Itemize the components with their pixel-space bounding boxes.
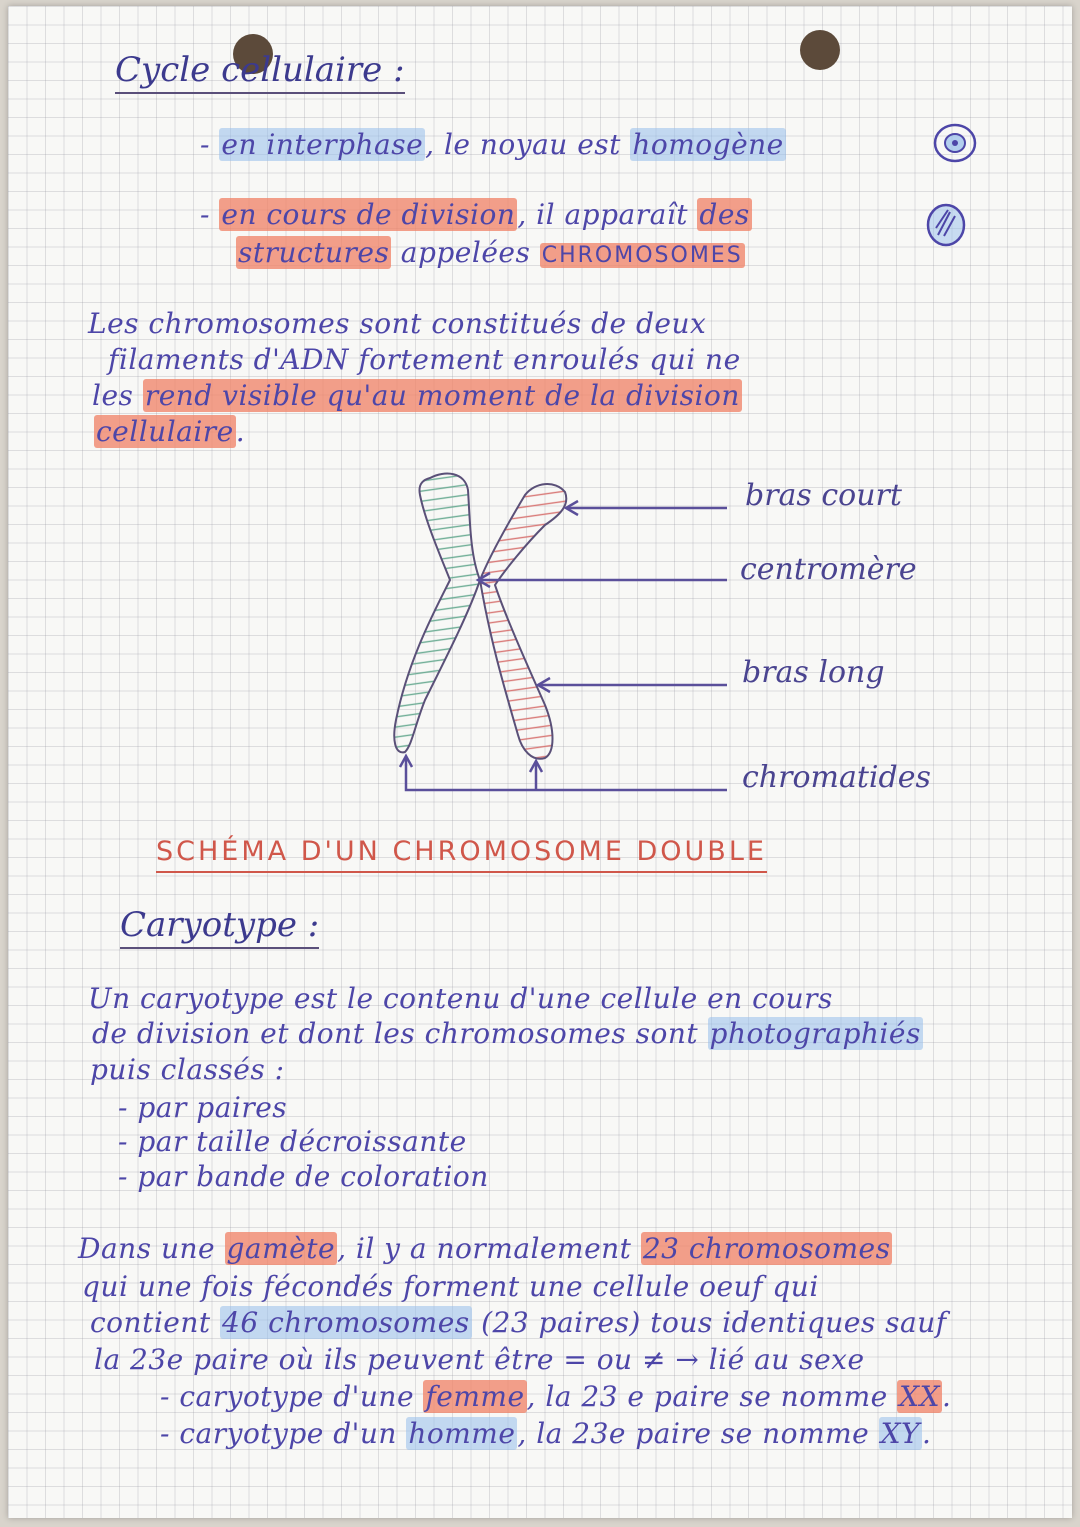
text: appelées bbox=[400, 236, 531, 269]
text: . bbox=[235, 415, 246, 448]
diagram-caption: SCHÉMA D'UN CHROMOSOME DOUBLE bbox=[156, 836, 767, 873]
term-femme: femme bbox=[425, 1380, 525, 1413]
term-homogene: homogène bbox=[632, 128, 784, 161]
term-xx: XX bbox=[899, 1380, 941, 1413]
term-structures: structures bbox=[238, 236, 390, 269]
para2-line1: Un caryotype est le contenu d'une cellule en cours bbox=[88, 982, 833, 1015]
text: (23 paires) tous identiques sauf bbox=[481, 1306, 947, 1339]
label-bras-court: bras court bbox=[745, 478, 902, 513]
text: . bbox=[922, 1417, 932, 1450]
term-xy: XY bbox=[880, 1417, 921, 1450]
para1-line3 bbox=[92, 379, 742, 412]
term-des: des bbox=[699, 198, 750, 231]
term-en-cours-de-division: en cours de division bbox=[221, 198, 516, 231]
text: - caryotype d'une bbox=[160, 1380, 415, 1413]
label-chromatides: chromatides bbox=[742, 760, 931, 795]
text: les bbox=[92, 379, 134, 412]
text: , la 23e paire se nomme bbox=[517, 1417, 870, 1450]
text: contient bbox=[90, 1306, 211, 1339]
section-title-caryotype: Caryotype : bbox=[120, 905, 319, 949]
text: , la 23 e paire se nomme bbox=[526, 1380, 888, 1413]
text: , le noyau est bbox=[425, 128, 621, 161]
text: , il apparaît bbox=[517, 198, 689, 231]
para2-line2 bbox=[92, 1017, 923, 1050]
text: Dans une bbox=[78, 1232, 216, 1265]
text: - caryotype d'un bbox=[160, 1417, 397, 1450]
para1-line4 bbox=[94, 415, 245, 448]
section-title-cycle: Cycle cellulaire : bbox=[115, 50, 405, 94]
term-interphase: en interphase bbox=[221, 128, 424, 161]
term-rend-visible: rend visible qu'au moment de la division bbox=[144, 379, 740, 412]
bullet-division-line1 bbox=[200, 198, 752, 231]
bullet-interphase bbox=[200, 128, 786, 161]
term-homme: homme bbox=[408, 1417, 516, 1450]
term-chromosomes: CHROMOSOMES bbox=[541, 243, 743, 268]
para3-line3 bbox=[90, 1306, 947, 1339]
para1-line1: Les chromosomes sont constitués de deux bbox=[88, 307, 707, 340]
term-cellulaire: cellulaire bbox=[96, 415, 234, 448]
bullet-division-line2 bbox=[236, 236, 745, 269]
text: de division et dont les chromosomes sont bbox=[92, 1017, 699, 1050]
bullet-dash: - bbox=[200, 128, 210, 161]
para3-line6 bbox=[160, 1417, 931, 1450]
text: , il y a normalement bbox=[337, 1232, 632, 1265]
para3-line4: la 23e paire où ils peuvent être = ou ≠ → lié au sexe bbox=[94, 1343, 865, 1376]
term-photographies: photographiés bbox=[709, 1017, 921, 1050]
term-gamete: gamète bbox=[226, 1232, 336, 1265]
label-centromere: centromère bbox=[740, 552, 917, 587]
label-bras-long: bras long bbox=[742, 655, 885, 690]
para1-line2: filaments d'ADN fortement enroulés qui ne bbox=[108, 343, 741, 376]
list-item-taille: - par taille décroissante bbox=[118, 1125, 467, 1158]
punch-hole-right bbox=[800, 30, 840, 70]
para3-line1 bbox=[78, 1232, 892, 1265]
bullet-dash: - bbox=[200, 198, 210, 231]
term-46-chromosomes: 46 chromosomes bbox=[222, 1306, 470, 1339]
text: . bbox=[942, 1380, 952, 1413]
term-23-chromosomes: 23 chromosomes bbox=[642, 1232, 891, 1265]
list-item-paires: - par paires bbox=[118, 1091, 288, 1124]
list-item-bande: - par bande de coloration bbox=[118, 1160, 489, 1193]
para3-line2: qui une fois fécondés forment une cellule oeuf qui bbox=[82, 1270, 819, 1303]
para2-line3: puis classés : bbox=[90, 1053, 285, 1086]
para3-line5 bbox=[160, 1380, 951, 1413]
